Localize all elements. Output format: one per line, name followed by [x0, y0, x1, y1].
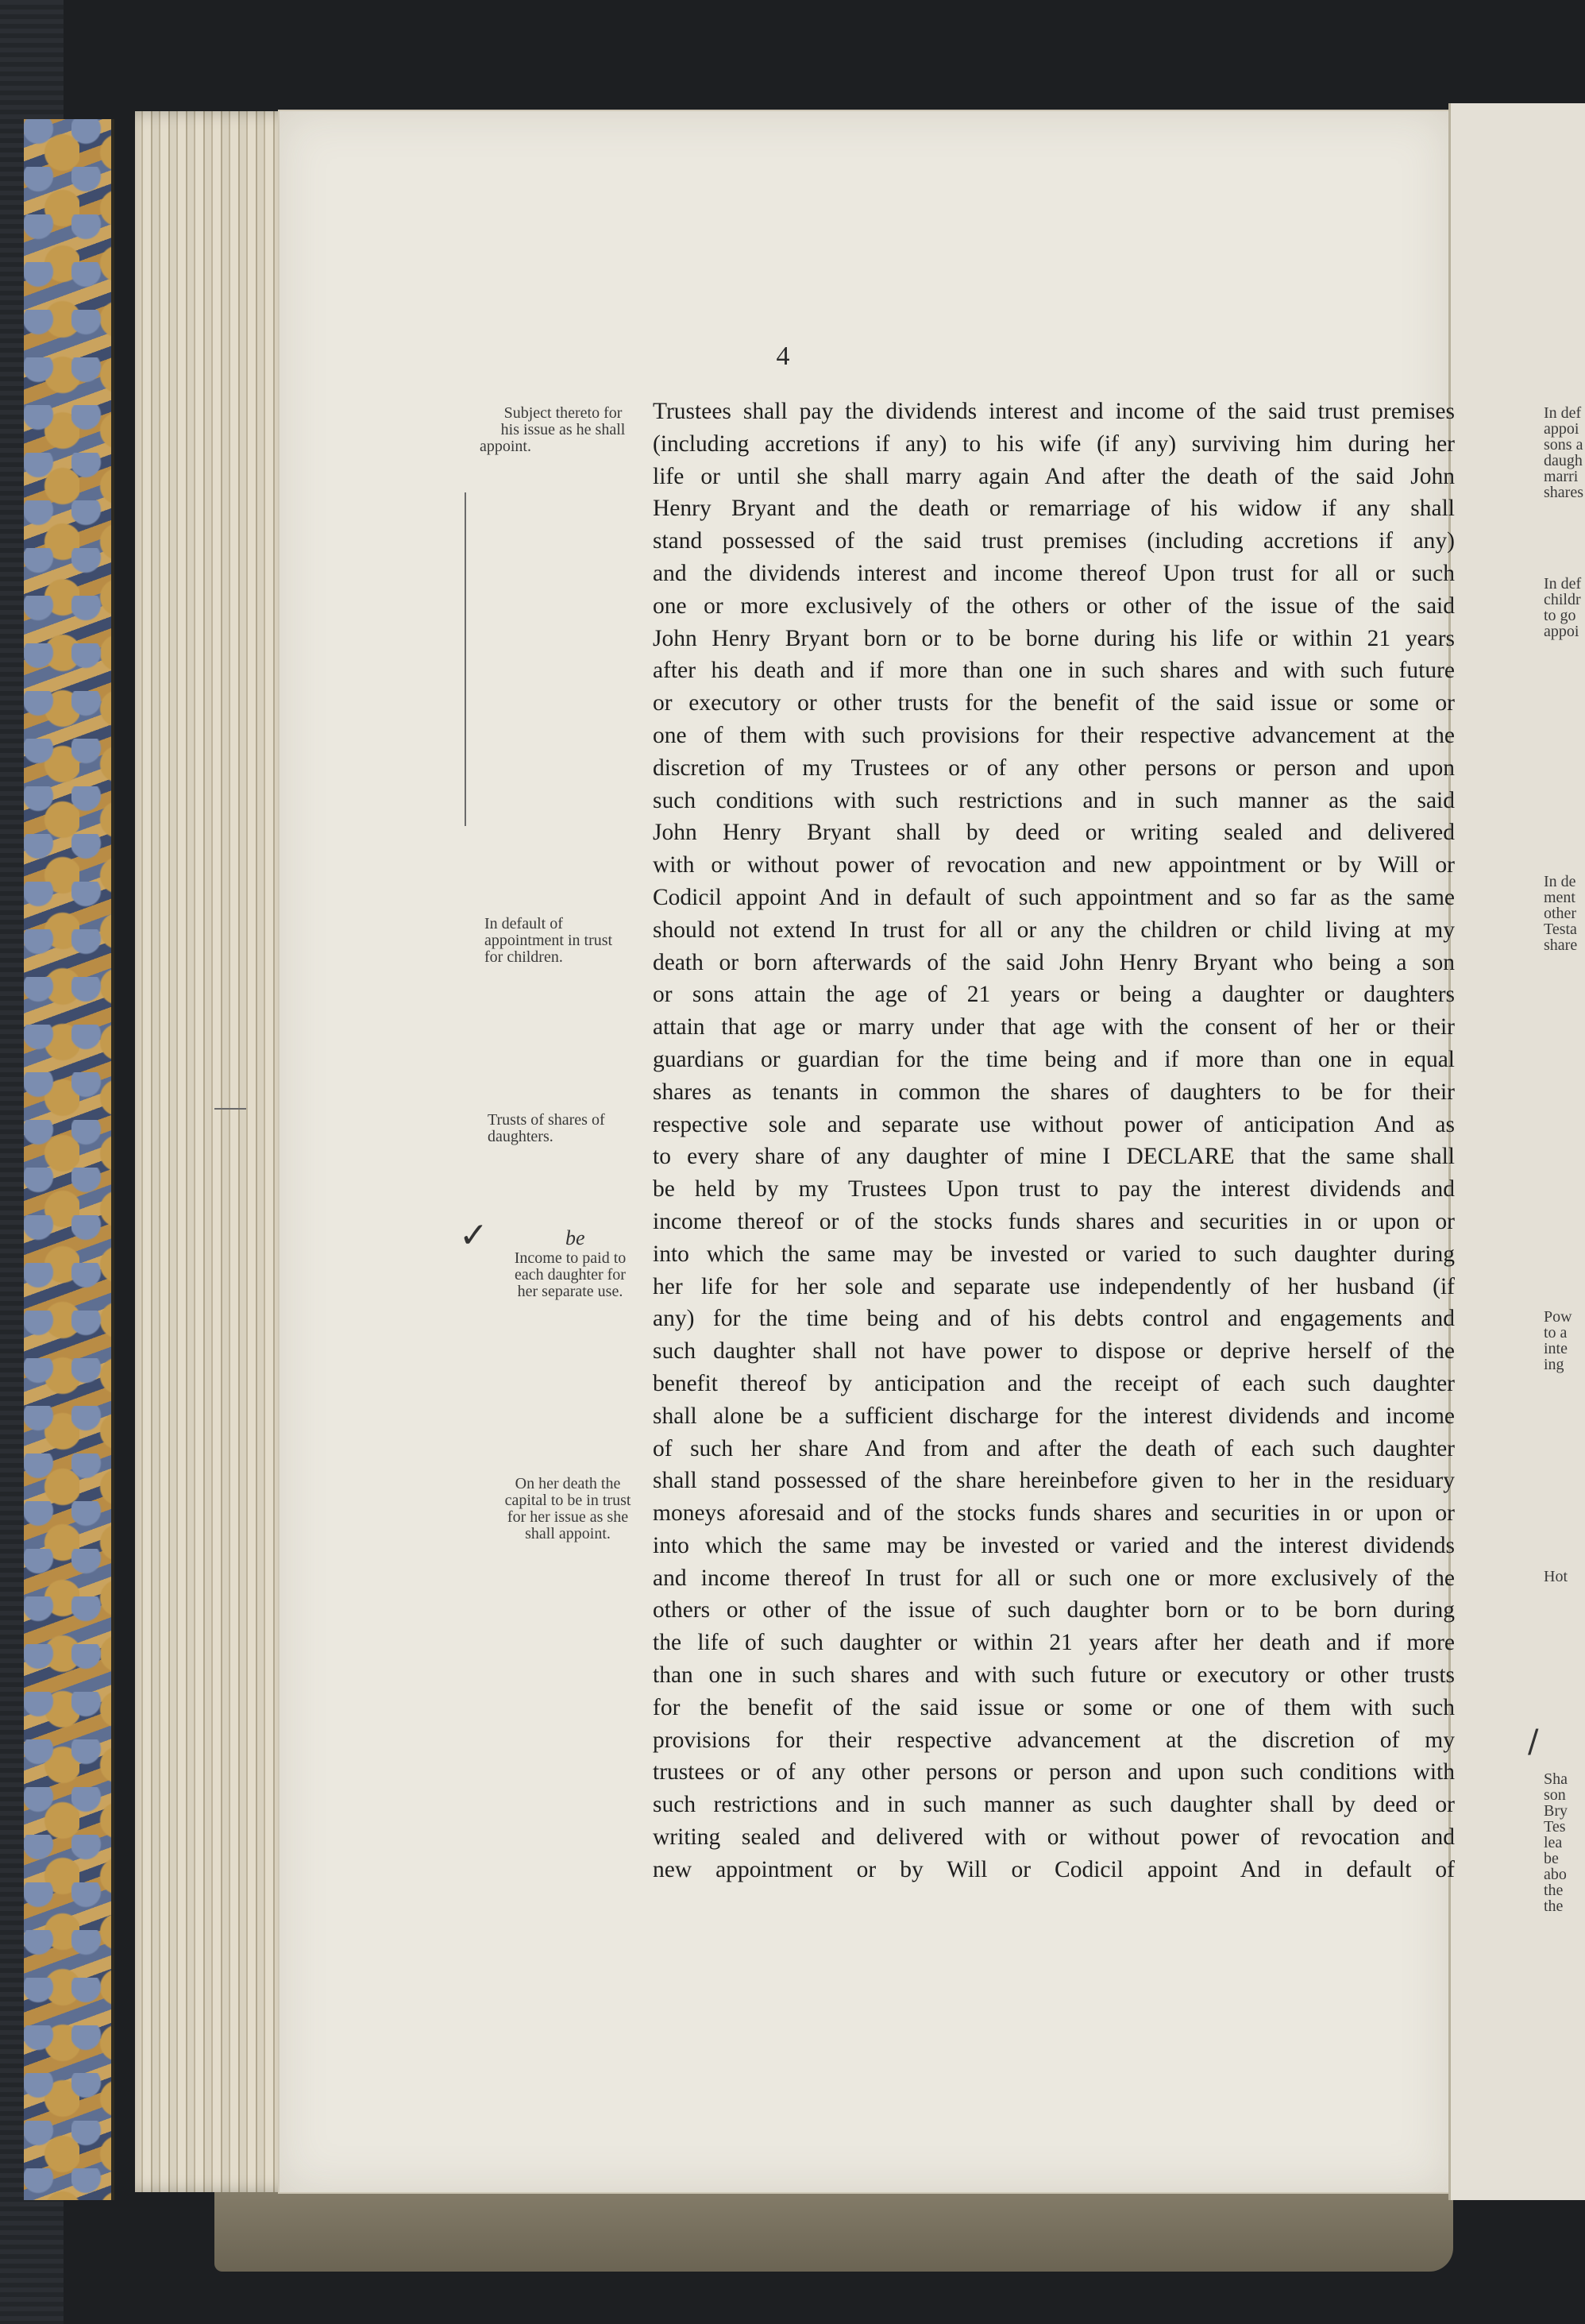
facing-note-4: Pow to a inte ing	[1544, 1308, 1572, 1373]
body-text	[653, 396, 1455, 1886]
body-line: life or until she shall marry again And after the death of the said John	[653, 463, 1455, 489]
pencil-bracket-tick	[214, 1108, 246, 1110]
margin-note-subject-thereto: Subject thereto for his issue as he shall appoint.	[480, 404, 626, 455]
body-line: income thereof or of the stocks funds shares and securities in or upon or	[653, 1208, 1455, 1234]
body-line: others or other of the issue of such daughter born or to be born during	[653, 1597, 1455, 1623]
body-line: and income thereof In trust for all or such one or more exclusively of the	[653, 1565, 1455, 1591]
body-line: one or more exclusively of the others or other of the issue of the said	[653, 593, 1455, 619]
body-line: the life of such daughter or within 21 years after her death and if more	[653, 1630, 1455, 1656]
marbled-endpaper	[24, 119, 114, 2200]
body-line: moneys aforesaid and of the stocks funds shares and securities in or upon or	[653, 1500, 1455, 1527]
facing-tick-mark: /	[1528, 1724, 1539, 1760]
body-line: or executory or other trusts for the benefit of the said issue or some or	[653, 690, 1455, 716]
body-line: such conditions with such restrictions and in such manner as the said	[653, 787, 1455, 813]
body-line: John Henry Bryant shall by deed or writing sealed and delivered	[653, 820, 1455, 846]
body-line: John Henry Bryant born or to be borne during his life or within 21 years	[653, 625, 1455, 651]
body-line: or sons attain the age of 21 years or being a daughter or daughters	[653, 982, 1455, 1008]
body-line: one of them with such provisions for their respective advancement at the	[653, 722, 1455, 748]
body-line: shares as tenants in common the shares of daughters to be for their	[653, 1079, 1455, 1105]
body-line: into which the same may be invested or varied and the interest dividends	[653, 1532, 1455, 1558]
body-line: new appointment or by Will or Codicil appoint And in default of	[653, 1856, 1455, 1882]
body-line: and the dividends interest and income thereof Upon trust for all or such	[653, 560, 1455, 586]
body-line: writing sealed and delivered with or without power of revocation and	[653, 1824, 1455, 1851]
body-line: stand possessed of the said trust premises (including accretions if any)	[653, 528, 1455, 554]
margin-note-default-appointment: In default of appointment in trust for children.	[484, 915, 613, 966]
body-line: respective sole and separate use without power of anticipation And as	[653, 1111, 1455, 1137]
handwritten-insertion-be: be	[565, 1226, 585, 1249]
body-line: any) for the time being and of his debts control and engagements and	[653, 1306, 1455, 1332]
body-line: (including accretions if any) to his wife (if any) surviving him during her	[653, 430, 1455, 457]
body-line: of such her share And from and after the death of each such daughter	[653, 1435, 1455, 1461]
facing-note-3: In de ment other Testa share	[1544, 873, 1578, 954]
body-line: be held by my Trustees Upon trust to pay the interest dividends and	[653, 1176, 1455, 1203]
handwritten-tick-mark: ✓	[459, 1215, 488, 1256]
facing-note-1: In def appoi sons a daugh marri shares	[1544, 404, 1583, 501]
body-line: with or without power of revocation and new appointment or by Will or	[653, 852, 1455, 878]
body-line: discretion of my Trustees or of any other persons or person and upon	[653, 755, 1455, 781]
body-line: attain that age or marry under that age with the consent of her or their	[653, 1014, 1455, 1040]
body-line: guardians or guardian for the time being and if more than one in equal	[653, 1046, 1455, 1072]
body-line: shall alone be a sufficient discharge for the interest dividends and income	[653, 1403, 1455, 1429]
body-line: her life for her sole and separate use independently of her husband (if	[653, 1273, 1455, 1299]
body-line: Henry Bryant and the death or remarriage of his widow if any shall	[653, 496, 1455, 522]
page-stack-edge	[135, 111, 302, 2192]
page-number: 4	[776, 342, 790, 371]
pencil-bracket	[465, 492, 466, 826]
margin-note-on-her-death: On her death the capital to be in trust for her issue as she shall appoint.	[504, 1475, 631, 1542]
body-line: provisions for their respective advancement at the discretion of my	[653, 1727, 1455, 1753]
body-line: trustees or of any other persons or person and upon such conditions with	[653, 1759, 1455, 1785]
body-line: after his death and if more than one in such shares and with such future	[653, 658, 1455, 684]
body-line: should not extend In trust for all or any the children or child living at my	[653, 917, 1455, 943]
body-line: such restrictions and in such manner as such daughter shall by deed or	[653, 1792, 1455, 1818]
body-line: such daughter shall not have power to dispose or deprive herself of the	[653, 1338, 1455, 1365]
body-line: death or born afterwards of the said John Henry Bryant who being a son	[653, 949, 1455, 975]
facing-note-2: In def childr to go appoi	[1544, 575, 1582, 640]
body-line: into which the same may be invested or varied to such daughter during	[653, 1241, 1455, 1267]
margin-note-trusts-daughters: Trusts of shares of daughters.	[488, 1111, 605, 1145]
margin-note-income-paid: Income to paid to each daughter for her separate use.	[514, 1249, 627, 1300]
body-line: shall stand possessed of the share hereinbefore given to her in the residuary	[653, 1468, 1455, 1494]
body-line: for the benefit of the said issue or some or one of them with such	[653, 1694, 1455, 1720]
body-line: Codicil appoint And in default of such appointment and so far as the same	[653, 884, 1455, 910]
facing-note-6: Sha son Bry Tes lea be abo the the	[1544, 1770, 1568, 1915]
body-line: Trustees shall pay the dividends interest and income of the said trust premises	[653, 399, 1455, 424]
body-line: benefit thereof by anticipation and the receipt of each such daughter	[653, 1370, 1455, 1396]
facing-note-5: Hot	[1544, 1568, 1568, 1585]
body-line: to every share of any daughter of mine I DECLARE that the same shall	[653, 1144, 1455, 1170]
body-line: than one in such shares and with such future or executory or other trusts	[653, 1662, 1455, 1689]
